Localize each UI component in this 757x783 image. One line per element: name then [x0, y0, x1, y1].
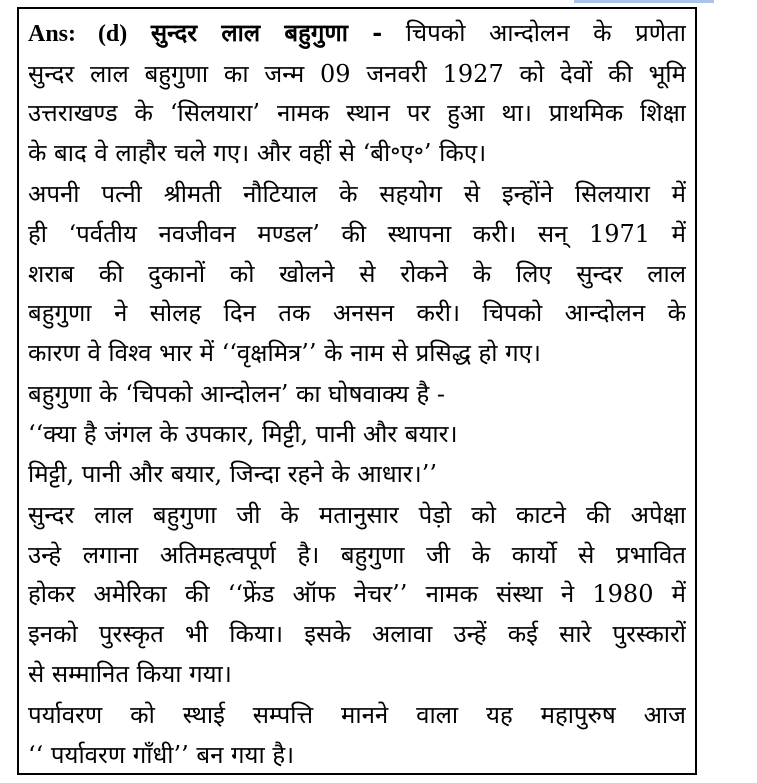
text-line: होकर अमेरिका की ‘‘फ्रेंड ऑफ नेचर’’ नामक संस्था ने 1980 में	[28, 580, 686, 609]
answer-label: Ans: (d)	[28, 21, 128, 47]
answer-title: सुन्दर लाल बहुगुणा -	[150, 18, 383, 47]
text-line: के बाद वे लाहौर चले गए। और वहीं से ‘बी॰ए॰’ किए।	[28, 138, 487, 167]
text-line: सुन्दर लाल बहुगुणा का जन्म 09 जनवरी 1927 को देवों की भूमि	[28, 59, 686, 88]
text-line: बहुगुणा ने सोलह दिन तक अनसन करी। चिपको आन्दोलन के	[28, 299, 686, 328]
text-line: चिपको आन्दोलन के प्रणेता	[405, 19, 686, 47]
text-line: से सम्मानित किया गया।	[28, 659, 232, 688]
text-line: ही ‘पर्वतीय नवजीवन मण्डल’ की स्थापना करी। सन् 1971 में	[28, 219, 686, 248]
paragraph-slogan	[28, 375, 686, 494]
text-line: ‘‘क्या है जंगल के उपकार, मिट्टी, पानी और बयार।	[28, 419, 458, 448]
text-line: बहुगुणा के ‘चिपको आन्दोलन’ का घोषवाक्य है -	[28, 380, 445, 409]
text-line: शराब की दुकानों को खोलने से रोकने के लिए सुन्दर लाल	[28, 259, 686, 288]
text-line: ‘‘ पर्यावरण गाँधी’’ बन गया है।	[28, 740, 295, 769]
text-line: अपनी पत्नी श्रीमती नौटियाल के सहयोग से इन्होंने सिलयारा में	[28, 180, 686, 209]
text-line: उत्तराखण्ड के ‘सिलयारा’ नामक स्थान पर हुआ था। प्राथमिक शिक्षा	[28, 99, 686, 128]
top-accent-line	[574, 0, 714, 3]
text-line: कारण वे विश्व भार में ‘‘वृक्षमित्र’’ के नाम से प्रसिद्ध हो गए।	[28, 338, 541, 367]
text-line: सुन्दर लाल बहुगुणा जी के मतानुसार पेड़ो को काटने की अपेक्षा	[28, 501, 686, 530]
answer-box	[17, 7, 697, 775]
paragraph-awards	[28, 496, 686, 694]
paragraph-conclusion	[28, 696, 686, 775]
answer-first-line	[28, 13, 686, 55]
text-line: मिट्टी, पानी और बयार, जिन्दा रहने के आधार।’’	[28, 459, 437, 488]
text-line: इनको पुरस्कृत भी किया। इसके अलावा उन्हें कई सारे पुरस्कारों	[28, 619, 686, 648]
paragraph-intro	[28, 13, 686, 173]
text-line: उन्हे लगाना अतिमहत्वपूर्ण है। बहुगुणा जी के कार्यो से प्रभावित	[28, 540, 686, 569]
text-line: पर्यावरण को स्थाई सम्पत्ति मानने वाला यह महापुरुष आज	[28, 701, 686, 730]
paragraph-work	[28, 175, 686, 373]
